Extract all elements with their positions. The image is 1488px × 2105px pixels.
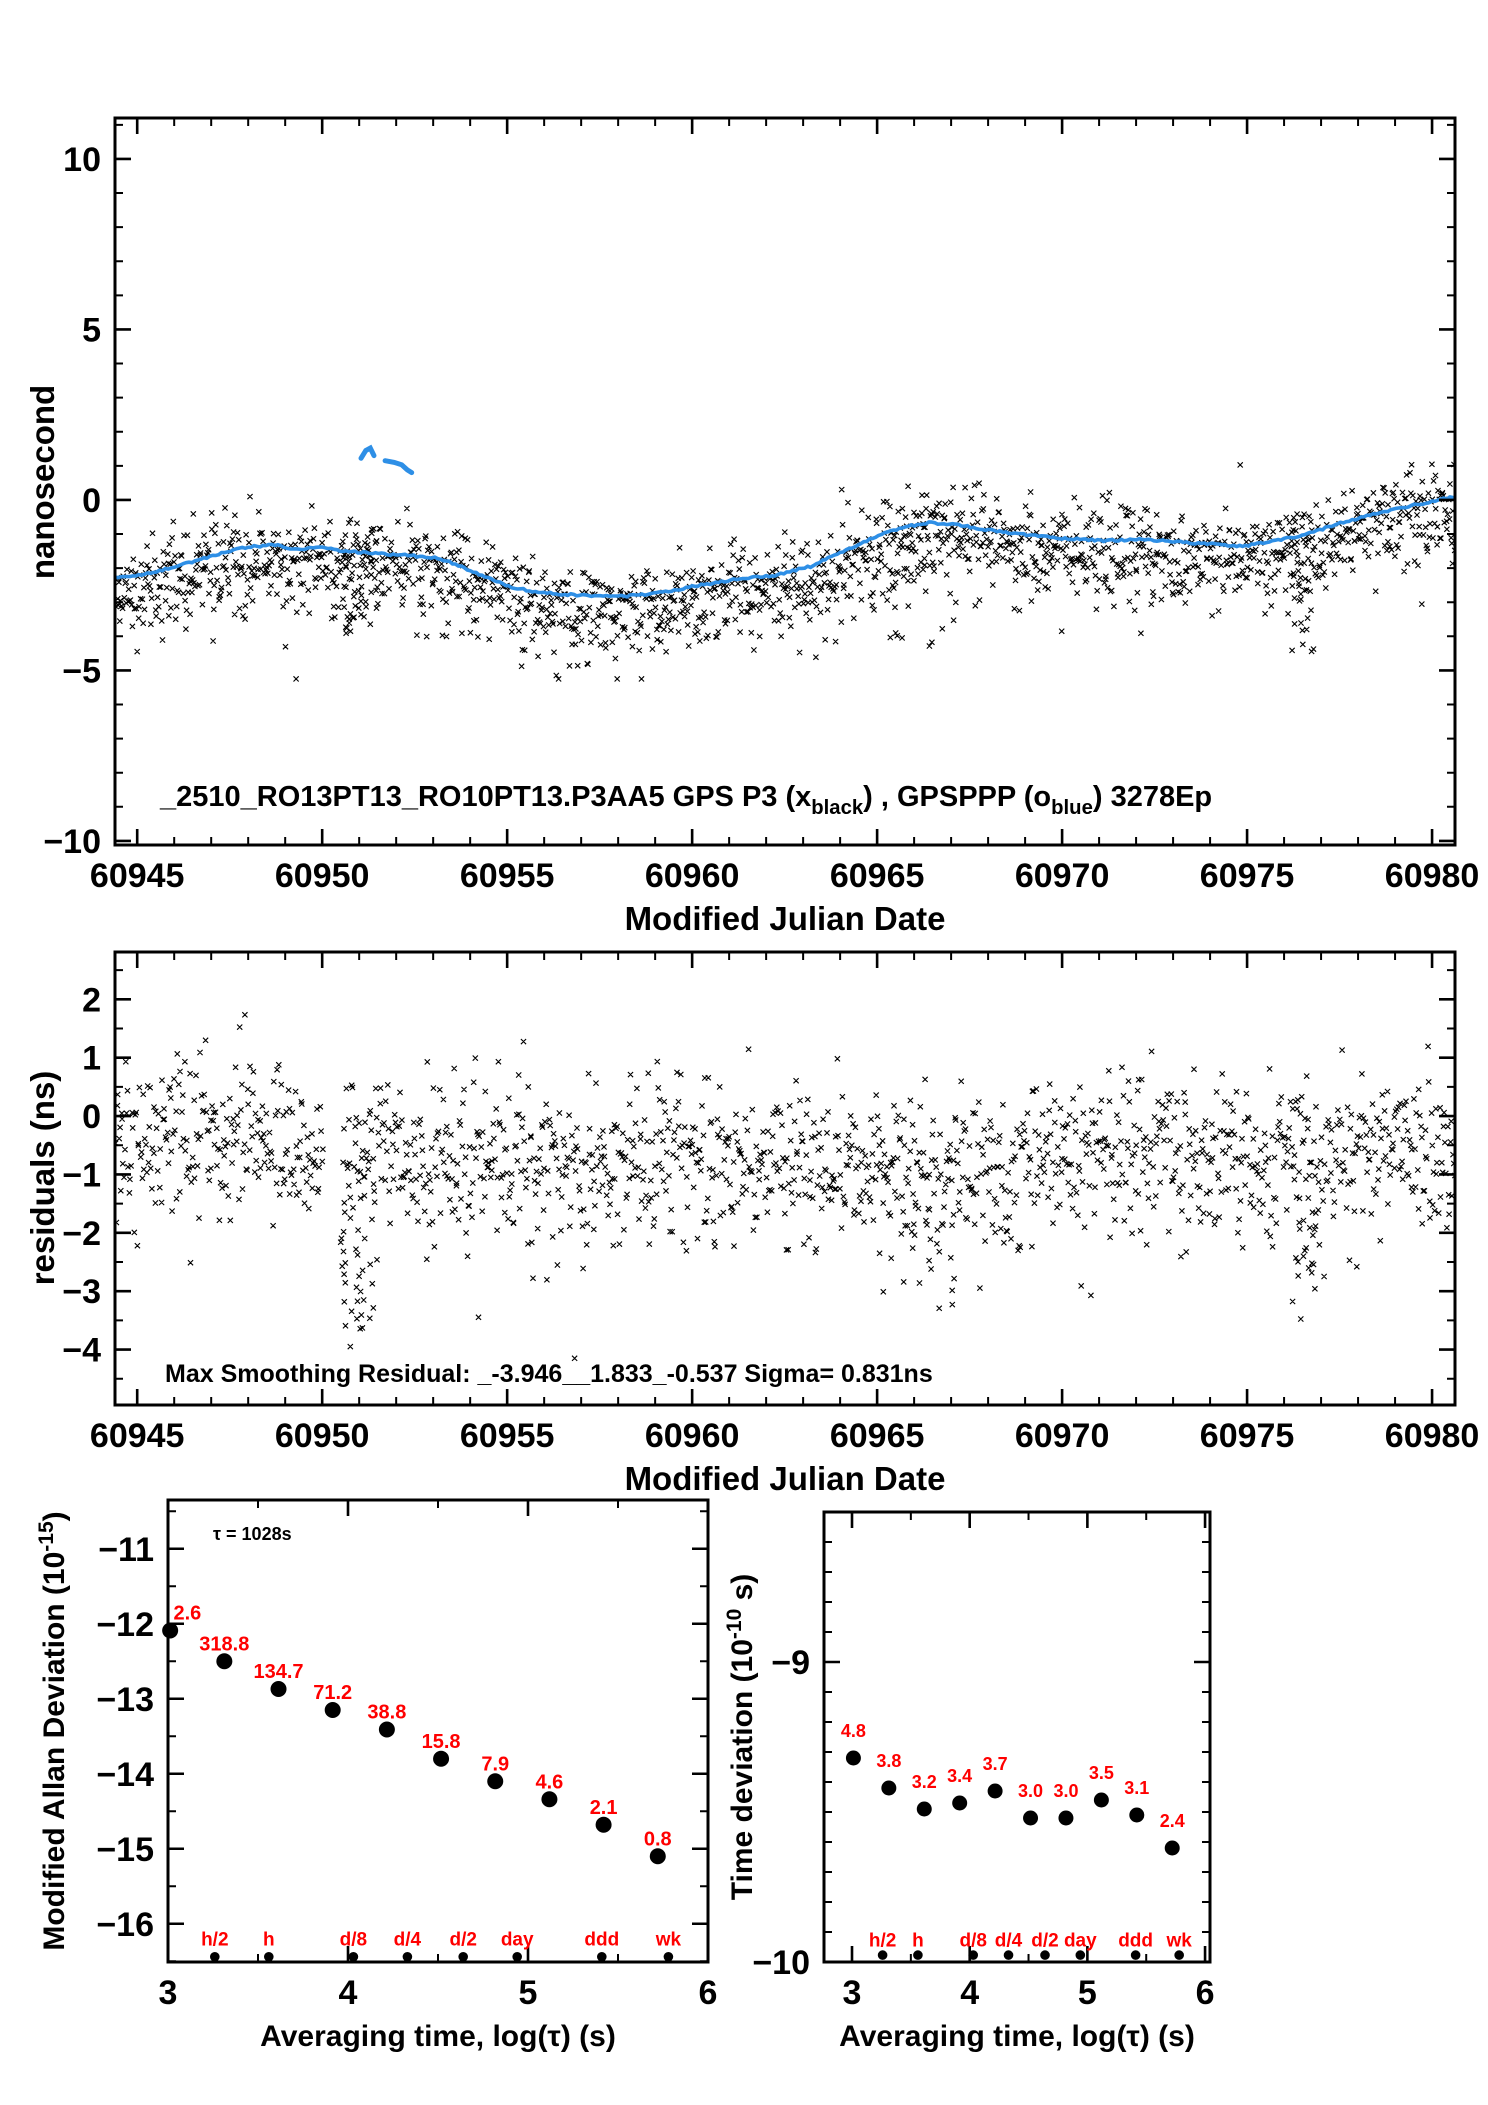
middle-major-ticks: [115, 952, 1455, 1405]
allan-tau-dot: [210, 1952, 220, 1962]
middle-scatter-points: [113, 1012, 1458, 1361]
middle-y-tick-label: −2: [62, 1214, 101, 1253]
top-minor-ticks: [115, 118, 1455, 845]
tdev-data-dot: [846, 1751, 861, 1766]
tdev-tau-label: day: [1063, 1930, 1097, 1952]
residuals-annotation: Max Smoothing Residual: _-3.946__1.833_-0.537 Sigma= 0.831ns: [165, 1360, 933, 1388]
allan-x-tick-label: 6: [698, 1974, 718, 2012]
residuals-y-axis-title: residuals (ns): [24, 1070, 61, 1286]
middle-y-tick-label: 2: [82, 981, 101, 1020]
middle-frame: [115, 952, 1455, 1405]
allan-data-dot: [487, 1773, 503, 1789]
chart-allan-deviation: [35, 1500, 717, 2053]
allan-tau-dot: [349, 1952, 359, 1962]
tdev-tau-label: d/8: [959, 1930, 987, 1952]
tdev-value-label: 4.8: [840, 1721, 866, 1741]
allan-value-label: 4.6: [535, 1771, 564, 1794]
middle-y-tick-label: 1: [82, 1039, 101, 1078]
allan-x-tick-label: 4: [338, 1974, 358, 2012]
tdev-tau-label: d/4: [994, 1930, 1023, 1952]
top-y-tick-label: −5: [62, 652, 101, 691]
allan-value-label: 15.8: [421, 1730, 461, 1753]
tdev-x-axis-title: Averaging time, log(τ) (s): [839, 2020, 1195, 2053]
allan-y-tick-label: −11: [98, 1530, 154, 1569]
phase-y-axis-title: nanosecond: [24, 384, 61, 580]
allan-y-tick-label: −12: [96, 1605, 154, 1644]
middle-y-tick-label: −3: [62, 1273, 101, 1312]
middle-x-tick-label: 60955: [459, 1417, 555, 1455]
allan-tau-label: day: [500, 1929, 534, 1951]
allan-tau-dot: [403, 1952, 413, 1962]
allan-value-label: 2.1: [589, 1796, 618, 1819]
top-y-tick-label: 5: [82, 311, 101, 350]
top-x-tick-label: 60980: [1384, 857, 1480, 895]
tdev-tau-dot: [968, 1950, 978, 1960]
tdev-data-dot: [917, 1802, 932, 1817]
allan-value-label: 134.7: [253, 1661, 304, 1683]
tdev-tau-label: wk: [1166, 1930, 1192, 1952]
middle-x-tick-label: 60945: [89, 1417, 185, 1455]
allan-tau-dot: [458, 1952, 468, 1962]
tdev-value-label: 3.1: [1124, 1778, 1150, 1798]
top-x-tick-label: 60955: [459, 857, 555, 895]
allan-tau-dot: [664, 1952, 674, 1962]
top-major-ticks: [115, 118, 1455, 845]
tdev-y-tick-label: −10: [752, 1944, 810, 1982]
allan-points: [162, 1603, 681, 1962]
allan-tau-label: wk: [655, 1929, 682, 1951]
allan-data-dot: [379, 1722, 395, 1738]
allan-value-label: 7.9: [481, 1753, 510, 1776]
tdev-x-tick-label: 4: [960, 1974, 980, 2012]
tdev-value-label: 3.4: [947, 1766, 973, 1786]
allan-value-label: 38.8: [367, 1701, 407, 1724]
phase-x-axis-title: Modified Julian Date: [624, 900, 946, 937]
tdev-value-label: 3.7: [982, 1754, 1008, 1774]
tdev-y-tick-label: −9: [771, 1644, 810, 1682]
tdev-data-dot: [1129, 1808, 1144, 1823]
tdev-tau-dot: [1174, 1950, 1184, 1960]
allan-tau-label: d/2: [449, 1929, 477, 1951]
allan-data-dot: [541, 1791, 557, 1807]
top-x-tick-label: 60970: [1014, 857, 1110, 895]
tdev-value-label: 3.0: [1018, 1781, 1044, 1801]
middle-x-tick-label: 60950: [274, 1417, 370, 1455]
allan-x-axis-title: Averaging time, log(τ) (s): [260, 2020, 616, 2053]
allan-x-tick-label: 5: [518, 1974, 538, 2012]
allan-data-dot: [650, 1848, 666, 1864]
tdev-y-axis-title: Time deviation ($10^{-10}$ s): [723, 1573, 759, 1901]
top-outlier-segment: [385, 461, 412, 473]
tdev-value-label: 2.4: [1159, 1811, 1185, 1831]
tdev-data-dot: [1058, 1811, 1073, 1826]
tdev-tick-labels: [752, 1644, 1214, 2012]
phase-axes: [43, 118, 1479, 895]
allan-value-label: 71.2: [313, 1682, 353, 1704]
allan-value-label: 0.8: [643, 1828, 672, 1851]
tdev-tau-dot: [913, 1950, 923, 1960]
top-x-tick-label: 60975: [1199, 857, 1295, 895]
tdev-x-tick-label: 3: [842, 1974, 862, 2012]
allan-tau-label: d/8: [339, 1929, 368, 1951]
tdev-tau-dot: [1131, 1950, 1141, 1960]
tdev-value-label: 3.8: [876, 1751, 902, 1771]
tdev-tau-label: h/2: [868, 1930, 897, 1952]
top-outlier-segment: [361, 448, 374, 458]
allan-tau-dot: [512, 1952, 522, 1962]
tdev-major-ticks: [824, 1512, 1210, 1962]
tdev-value-label: 3.0: [1053, 1781, 1079, 1801]
allan-y-tick-label: −16: [96, 1905, 154, 1944]
tdev-tau-dot: [1076, 1950, 1086, 1960]
allan-value-label: 2.6: [173, 1602, 202, 1625]
allan-tau-label: ddd: [584, 1929, 620, 1951]
tdev-data-dot: [1094, 1793, 1109, 1808]
top-y-tick-label: 0: [82, 481, 101, 520]
tdev-tau-label: d/2: [1031, 1930, 1059, 1952]
tdev-tau-label: h: [912, 1930, 924, 1952]
chart-time-deviation: [723, 1512, 1215, 2053]
tdev-data-dot: [881, 1781, 896, 1796]
tdev-data-dot: [952, 1796, 967, 1811]
top-x-tick-label: 60945: [89, 857, 185, 895]
middle-x-tick-label: 60970: [1014, 1417, 1110, 1455]
allan-tau-label: d/4: [393, 1929, 422, 1951]
allan-y-tick-label: −14: [96, 1755, 154, 1794]
chart-phase: [24, 118, 1479, 937]
middle-x-tick-label: 60965: [829, 1417, 925, 1455]
tdev-x-tick-label: 6: [1195, 1974, 1215, 2012]
residuals-plot-area: [113, 1012, 1458, 1361]
allan-data-dot: [325, 1702, 341, 1718]
phase-plot-area: [113, 448, 1458, 681]
top-x-tick-label: 60960: [644, 857, 740, 895]
top-y-tick-label: −10: [43, 822, 101, 861]
allan-data-dot: [596, 1817, 612, 1833]
middle-x-tick-label: 60980: [1384, 1417, 1480, 1455]
top-x-tick-label: 60965: [829, 857, 925, 895]
tdev-tau-dot: [878, 1950, 888, 1960]
middle-y-tick-label: 0: [82, 1098, 101, 1137]
middle-x-tick-label: 60960: [644, 1417, 740, 1455]
allan-data-dot: [433, 1751, 449, 1767]
middle-minor-ticks: [115, 952, 1455, 1405]
allan-y-tick-label: −13: [96, 1680, 154, 1719]
allan-tau-label: h/2: [201, 1929, 229, 1951]
tdev-tau-dot: [1004, 1950, 1014, 1960]
middle-y-tick-label: −4: [62, 1331, 101, 1370]
tdev-data-dot: [1165, 1841, 1180, 1856]
tdev-minor-ticks: [824, 1512, 1210, 1962]
allan-y-axis-title: Modified Allan Deviation $(10^{-15})$: [35, 1511, 71, 1951]
tdev-value-label: 3.5: [1088, 1763, 1114, 1783]
allan-data-dot: [162, 1623, 178, 1639]
top-frame: [115, 118, 1455, 845]
allan-tau-dot: [264, 1952, 274, 1962]
tdev-x-tick-label: 5: [1077, 1974, 1097, 2012]
middle-x-tick-label: 60975: [1199, 1417, 1295, 1455]
allan-x-tick-label: 3: [158, 1974, 178, 2012]
tdev-tau-dot: [1040, 1950, 1050, 1960]
tdev-data-dot: [988, 1784, 1003, 1799]
phase-inline-title: _2510_RO13PT13_RO10PT13.P3AA5 GPS P3 $(x_{black})$ , GPSPPP $(o_{blue})$ 3278Ep: [160, 781, 1213, 819]
allan-data-dot: [271, 1681, 287, 1697]
tdev-points: [841, 1721, 1192, 1960]
tdev-data-dot: [1023, 1811, 1038, 1826]
chart-residuals: [24, 952, 1479, 1497]
tdev-value-label: 3.2: [911, 1772, 937, 1792]
top-x-tick-label: 60950: [274, 857, 370, 895]
tdev-frame: [824, 1512, 1210, 1962]
top-y-tick-label: 10: [63, 140, 101, 179]
middle-y-tick-label: −1: [62, 1156, 101, 1195]
allan-tau-label: h: [262, 1929, 275, 1951]
residuals-x-axis-title: Modified Julian Date: [624, 1460, 946, 1497]
allan-tau-annotation: τ = 1028s: [213, 1524, 292, 1544]
allan-value-label: 318.8: [199, 1633, 250, 1656]
tdev-tau-label: ddd: [1118, 1930, 1154, 1952]
allan-tau-dot: [597, 1952, 607, 1962]
allan-y-tick-label: −15: [96, 1830, 154, 1869]
allan-data-dot: [216, 1653, 232, 1669]
